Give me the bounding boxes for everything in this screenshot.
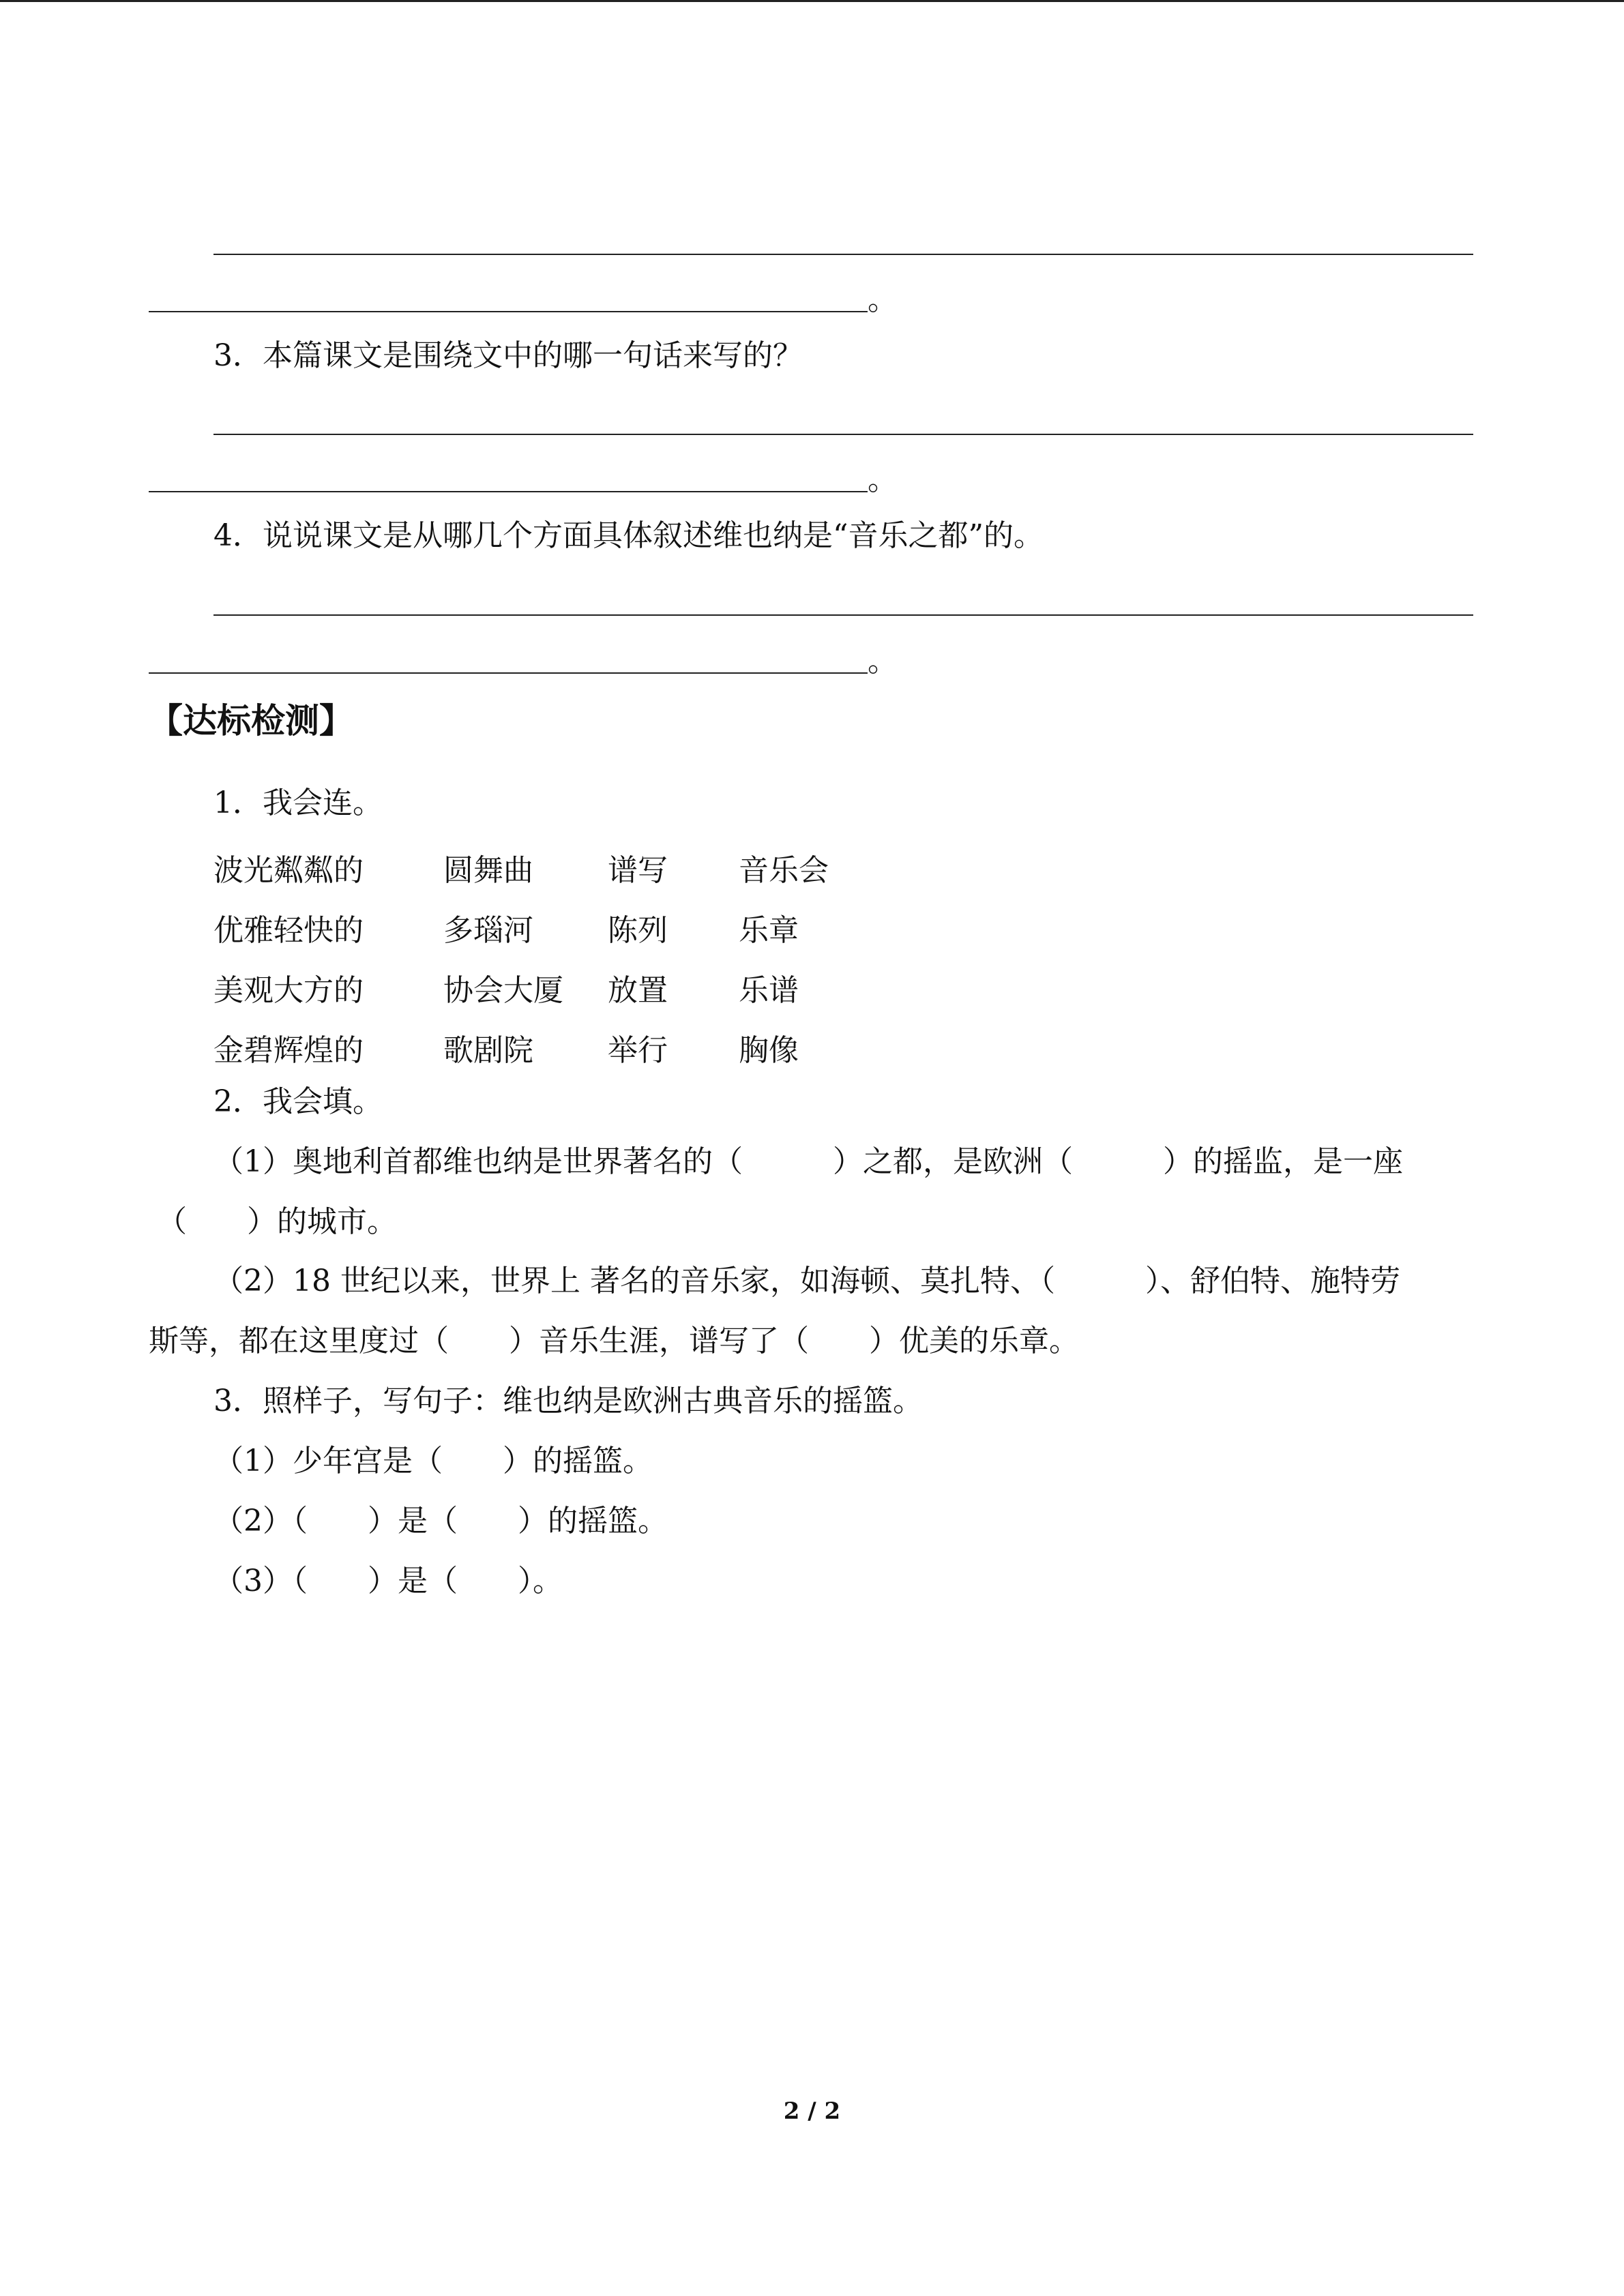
match-cell: 陈列 — [608, 913, 668, 948]
answer-line — [213, 254, 1473, 255]
match-row — [213, 957, 875, 1017]
sentence-item-2: （2）（ ）是（ ）的摇篮。 — [213, 1504, 668, 1538]
answer-end-mark: 。 — [868, 644, 898, 679]
match-cell: 波光粼粼的 — [213, 853, 364, 888]
match-cell: 音乐会 — [739, 853, 829, 888]
match-cell: 胸像 — [739, 1033, 799, 1068]
answer-line — [149, 311, 868, 312]
match-row — [213, 897, 875, 957]
match-row — [213, 837, 875, 897]
answer-line — [149, 491, 868, 492]
question-4: 4．说说课文是从哪几个方面具体叙述维也纳是“音乐之都”的。 — [213, 518, 1044, 553]
sentence-item-1: （1）少年宫是（ ）的摇篮。 — [213, 1444, 653, 1478]
matching-grid — [213, 837, 875, 1077]
match-cell: 谱写 — [608, 853, 668, 888]
match-cell: 美观大方的 — [213, 973, 364, 1008]
page-number: 2 / 2 — [783, 2098, 841, 2125]
test-3-title: 3．照样子，写句子：维也纳是欧洲古典音乐的摇篮。 — [213, 1384, 923, 1418]
test-1-title: 1．我会连。 — [213, 786, 383, 820]
match-cell: 放置 — [608, 973, 668, 1008]
top-border — [0, 0, 1624, 2]
match-cell: 圆舞曲 — [443, 853, 533, 888]
answer-end-mark: 。 — [868, 462, 898, 497]
fill-blank-2-line-2: 斯等，都在这里度过（ ）音乐生涯，谱写了（ ）优美的乐章。 — [149, 1324, 1079, 1358]
answer-line — [213, 434, 1473, 435]
section-heading: 【达标检测】 — [149, 701, 353, 741]
match-cell: 乐章 — [739, 913, 799, 948]
sentence-item-3: （3）（ ）是（ ）。 — [213, 1564, 563, 1598]
question-3: 3．本篇课文是围绕文中的哪一句话来写的？ — [213, 338, 803, 373]
match-cell: 多瑙河 — [443, 913, 533, 948]
answer-line — [213, 614, 1473, 616]
match-row — [213, 1017, 875, 1077]
match-cell: 金碧辉煌的 — [213, 1033, 364, 1068]
test-2-title: 2．我会填。 — [213, 1084, 383, 1119]
answer-line — [149, 672, 868, 674]
match-cell: 乐谱 — [739, 973, 799, 1008]
match-cell: 举行 — [608, 1033, 668, 1068]
match-cell: 协会大厦 — [443, 973, 563, 1008]
fill-blank-2-line-1: （2）18 世纪以来，世界上 著名的音乐家，如海顿、莫扎特、（ ）、舒伯特、施特劳 — [213, 1264, 1400, 1298]
match-cell: 歌剧院 — [443, 1033, 533, 1068]
answer-end-mark: 。 — [868, 282, 898, 317]
match-cell: 优雅轻快的 — [213, 913, 364, 948]
fill-blank-1-line-2: （ ）的城市。 — [157, 1204, 397, 1239]
fill-blank-1-line-1: （1）奥地利首都维也纳是世界著名的（ ）之都，是欧洲（ ）的摇监，是一座 — [213, 1144, 1403, 1179]
